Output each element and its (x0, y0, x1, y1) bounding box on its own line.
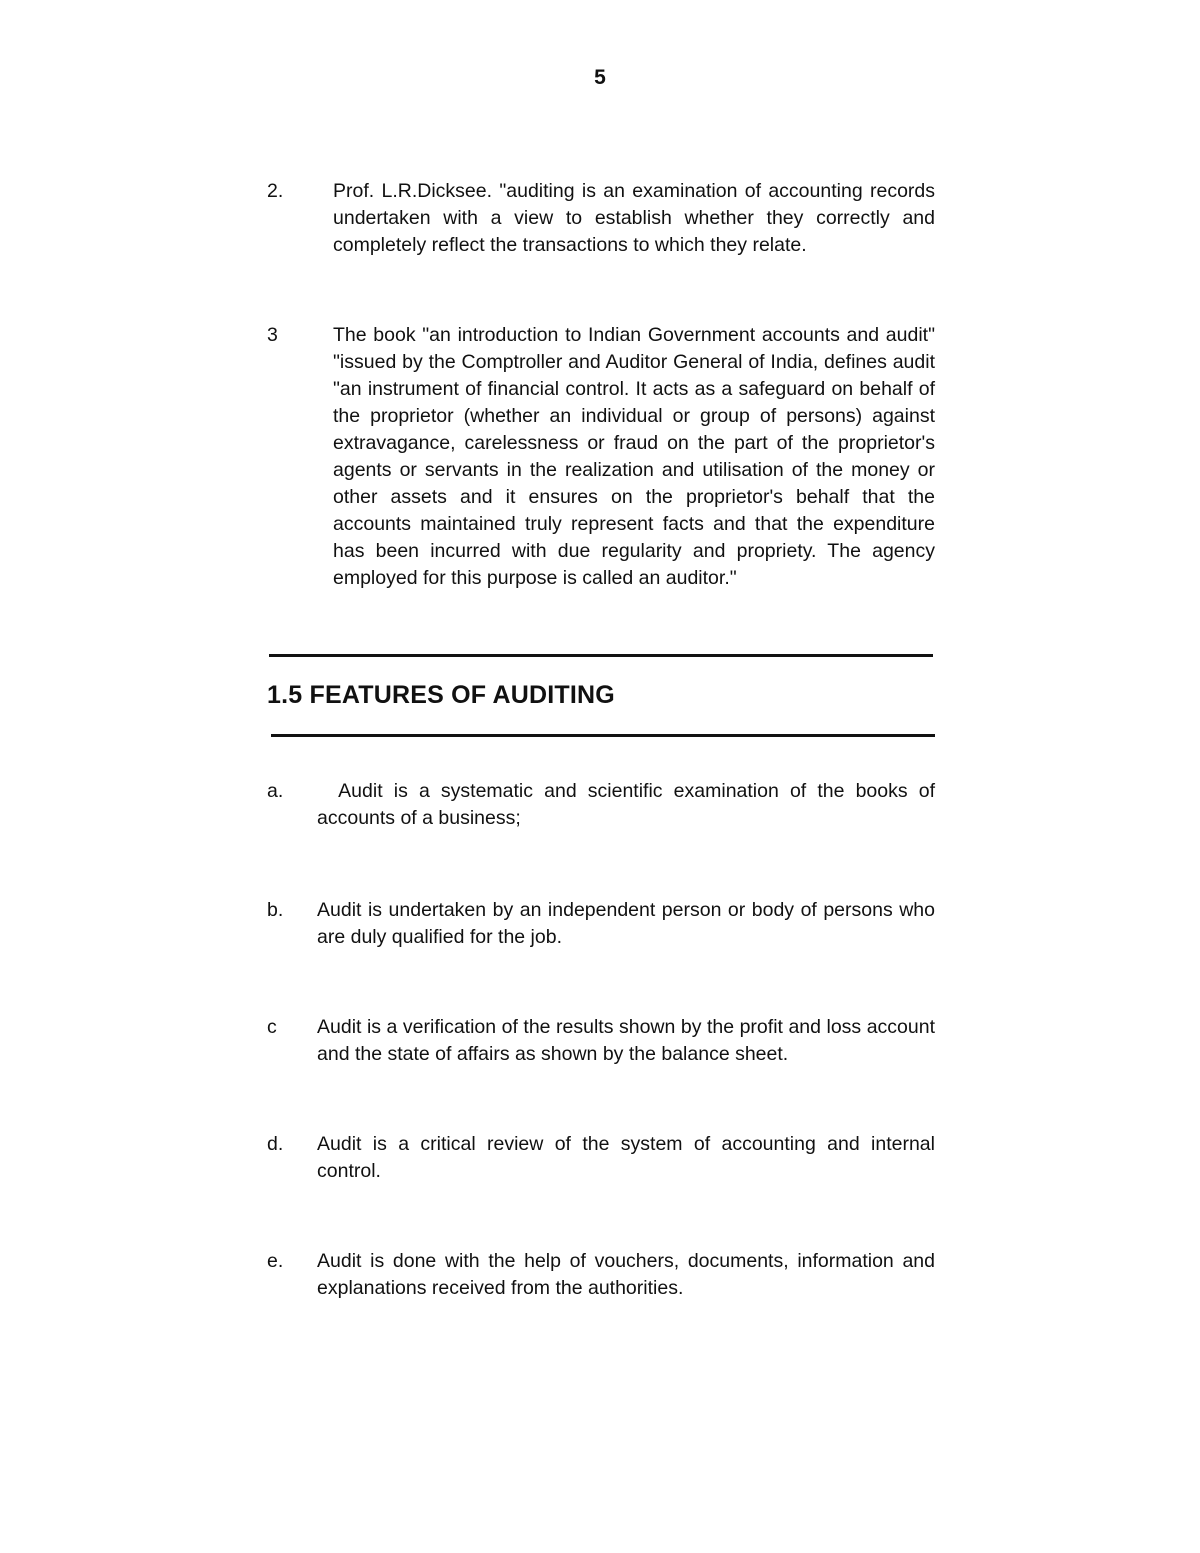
definition-number: 3 (267, 324, 278, 346)
definition-item-2 (267, 178, 935, 259)
definition-text: Prof. L.R.Dicksee. "auditing is an examination of accounting records undertaken with a view to establish whether they correctly and completely reflect the transactions to which they relate. (333, 180, 935, 256)
feature-marker: c (267, 1016, 277, 1038)
feature-text: Audit is a systematic and scientific examination of the books of accounts of a business; (317, 780, 935, 829)
page-number: 5 (594, 66, 606, 89)
section-heading: 1.5 FEATURES OF AUDITING (267, 681, 615, 709)
feature-marker: a. (267, 780, 284, 802)
section-bottom-rule (271, 734, 935, 737)
feature-item-a (267, 778, 935, 832)
definition-item-3 (267, 322, 935, 592)
definition-number: 2. (267, 180, 284, 202)
feature-item-d (267, 1131, 935, 1185)
feature-marker: e. (267, 1250, 284, 1272)
feature-marker: b. (267, 899, 284, 921)
definition-text: The book "an introduction to Indian Government accounts and audit" "issued by the Comptroller and Auditor General of India, defines audit "an instrument of financial control. It acts as a safeguard on behalf of the proprietor (whether an individual or group of persons) against extravagance, carelessness or fraud on the part of the proprietor's agents or servants in the realization and utilisation of the money or other assets and it ensures on the proprietor's behalf that the accounts maintained truly represent facts and that the expenditure has been incurred with due regularity and propriety. The agency employed for this purpose is called an auditor." (333, 324, 935, 589)
feature-item-b (267, 897, 935, 951)
feature-text: Audit is done with the help of vouchers, documents, information and explanations received from the authorities. (317, 1250, 935, 1299)
feature-item-e (267, 1248, 935, 1302)
feature-text: Audit is undertaken by an independent person or body of persons who are duly qualified for the job. (317, 899, 935, 948)
feature-item-c (267, 1014, 935, 1068)
feature-text: Audit is a critical review of the system of accounting and internal control. (317, 1133, 935, 1182)
section-top-rule (269, 654, 933, 657)
feature-marker: d. (267, 1133, 284, 1155)
feature-text: Audit is a verification of the results shown by the profit and loss account and the state of affairs as shown by the balance sheet. (317, 1016, 935, 1065)
